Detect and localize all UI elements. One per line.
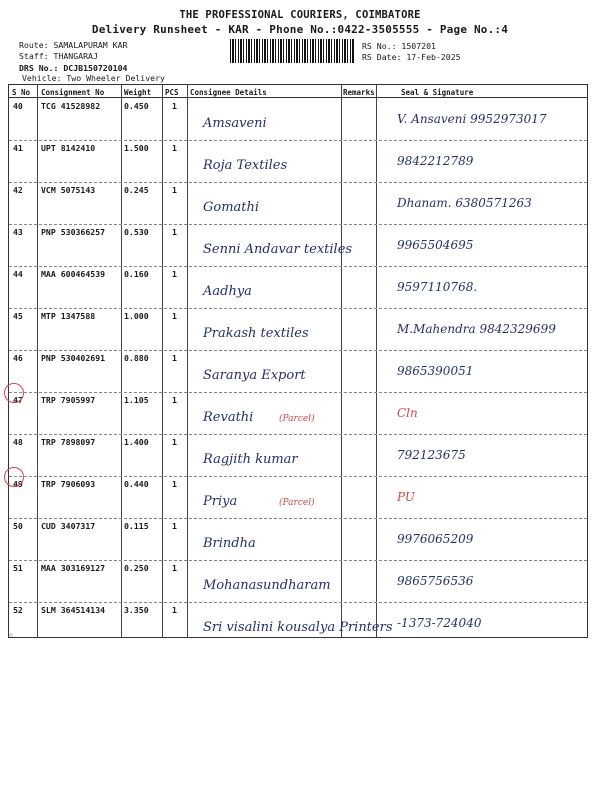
serial-number: 40	[13, 101, 23, 111]
signature-handwriting: M.Mahendra 9842329699	[397, 322, 556, 336]
consignment-number: MAA 600464539	[41, 269, 106, 279]
rs-date: RS Date: 17-Feb-2025	[362, 52, 461, 62]
weight-value: 1.500	[124, 143, 149, 153]
serial-number: 45	[13, 311, 23, 321]
weight-value: 0.880	[124, 353, 149, 363]
rs-number: RS No.: 1507201	[362, 41, 436, 51]
col-header-pcs: PCS	[165, 88, 179, 97]
serial-number: 42	[13, 185, 23, 195]
serial-number: 51	[13, 563, 23, 573]
signature-handwriting: Dhanam. 6380571263	[397, 196, 532, 210]
vehicle-label: Vehicle: Two Wheeler Delivery	[22, 73, 165, 83]
col-header-signature: Seal & Signature	[401, 88, 474, 97]
consignment-number: MTP 1347588	[41, 311, 96, 321]
weight-value: 0.250	[124, 563, 149, 573]
red-circle-mark	[4, 383, 24, 403]
weight-value: 1.000	[124, 311, 149, 321]
runsheet-title: Delivery Runsheet - KAR - Phone No.:0422-3505555 - Page No.:4	[91, 23, 509, 36]
row-divider	[9, 602, 587, 603]
weight-value: 0.530	[124, 227, 149, 237]
consignee-handwriting: Roja Textiles	[203, 158, 288, 173]
consignment-number: PNP 530402691	[41, 353, 106, 363]
weight-value: 1.105	[124, 395, 149, 405]
serial-number: 52	[13, 605, 23, 615]
pieces-count: 1	[172, 227, 177, 237]
serial-number: 41	[13, 143, 23, 153]
serial-number: 50	[13, 521, 23, 531]
signature-handwriting: V. Ansaveni 9952973017	[397, 112, 547, 126]
consignment-number: TRP 7905997	[41, 395, 96, 405]
serial-number: 43	[13, 227, 23, 237]
consignment-number: SLM 364514134	[41, 605, 106, 615]
row-divider	[9, 308, 587, 309]
consignee-handwriting: Brindha	[203, 536, 256, 551]
consignee-handwriting: Priya	[203, 494, 238, 509]
pieces-count: 1	[172, 395, 177, 405]
consignee-handwriting: Prakash textiles	[203, 326, 309, 341]
consignee-handwriting: Amsaveni	[203, 116, 267, 131]
col-header-sno: S No	[12, 88, 31, 97]
pieces-count: 1	[172, 311, 177, 321]
weight-value: 3.350	[124, 605, 149, 615]
weight-value: 0.450	[124, 101, 149, 111]
consignee-handwriting: Revathi	[203, 410, 254, 425]
pieces-count: 1	[172, 353, 177, 363]
signature-handwriting: 9865756536	[397, 574, 474, 588]
signature-handwriting: -1373-724040	[397, 616, 482, 630]
pieces-count: 1	[172, 479, 177, 489]
consignment-number: CUD 3407317	[41, 521, 96, 531]
consignee-handwriting: Aadhya	[203, 284, 252, 299]
pieces-count: 1	[172, 101, 177, 111]
drs-number: DRS No.: DCJB150720104	[19, 63, 128, 73]
signature-handwriting: 9597110768.	[397, 280, 478, 294]
signature-handwriting: Cln	[397, 406, 418, 420]
row-divider	[9, 182, 587, 183]
consignee-handwriting: Ragjith kumar	[203, 452, 298, 467]
pieces-count: 1	[172, 605, 177, 615]
row-divider	[9, 476, 587, 477]
signature-handwriting: 9976065209	[397, 532, 474, 546]
consignment-number: MAA 303169127	[41, 563, 106, 573]
serial-number: 46	[13, 353, 23, 363]
parcel-note-handwriting: (Parcel)	[279, 414, 315, 424]
pieces-count: 1	[172, 563, 177, 573]
row-divider	[9, 518, 587, 519]
pieces-count: 1	[172, 521, 177, 531]
company-title: THE PROFESSIONAL COURIERS, COIMBATORE	[179, 9, 421, 21]
serial-number: 47	[13, 395, 23, 405]
consignment-number: UPT 8142410	[41, 143, 96, 153]
row-divider	[9, 140, 587, 141]
weight-value: 0.245	[124, 185, 149, 195]
row-divider	[9, 560, 587, 561]
serial-number: 49	[13, 479, 23, 489]
consignment-number: TCG 41528982	[41, 101, 101, 111]
weight-value: 0.440	[124, 479, 149, 489]
consignment-number: TRP 7906093	[41, 479, 96, 489]
barcode	[230, 39, 354, 63]
signature-handwriting: PU	[397, 490, 415, 504]
parcel-note-handwriting: (Parcel)	[279, 498, 315, 508]
row-divider	[9, 350, 587, 351]
consignment-number: VCM 5075143	[41, 185, 96, 195]
col-header-consignment: Consignment No	[41, 88, 105, 97]
signature-handwriting: 9865390051	[397, 364, 474, 378]
consignment-number: TRP 7898097	[41, 437, 96, 447]
consignee-handwriting: Gomathi	[203, 200, 260, 215]
row-divider	[9, 266, 587, 267]
signature-handwriting: 9842212789	[397, 154, 474, 168]
col-header-remarks: Remarks	[343, 88, 375, 97]
red-circle-mark	[4, 467, 24, 487]
staff-label: Staff: THANGARAJ	[19, 51, 98, 61]
runsheet-table	[8, 84, 588, 638]
consignee-handwriting: Saranya Export	[203, 368, 306, 383]
weight-value: 1.400	[124, 437, 149, 447]
serial-number: 44	[13, 269, 23, 279]
pieces-count: 1	[172, 269, 177, 279]
col-header-consignee: Consignee Details	[190, 88, 267, 97]
consignee-handwriting: Senni Andavar textiles	[203, 242, 353, 257]
col-header-weight: Weight	[124, 88, 152, 97]
pieces-count: 1	[172, 185, 177, 195]
row-divider	[9, 224, 587, 225]
signature-handwriting: 792123675	[397, 448, 466, 462]
consignment-number: PNP 530366257	[41, 227, 106, 237]
serial-number: 48	[13, 437, 23, 447]
row-divider	[9, 434, 587, 435]
consignee-handwriting: Mohanasundharam	[203, 578, 331, 593]
pieces-count: 1	[172, 143, 177, 153]
route-label: Route: SAMALAPURAM KAR	[19, 40, 128, 50]
consignee-handwriting: Sri visalini kousalya Printers	[203, 620, 393, 635]
pieces-count: 1	[172, 437, 177, 447]
signature-handwriting: 9965504695	[397, 238, 474, 252]
weight-value: 0.160	[124, 269, 149, 279]
row-divider	[9, 392, 587, 393]
weight-value: 0.115	[124, 521, 149, 531]
